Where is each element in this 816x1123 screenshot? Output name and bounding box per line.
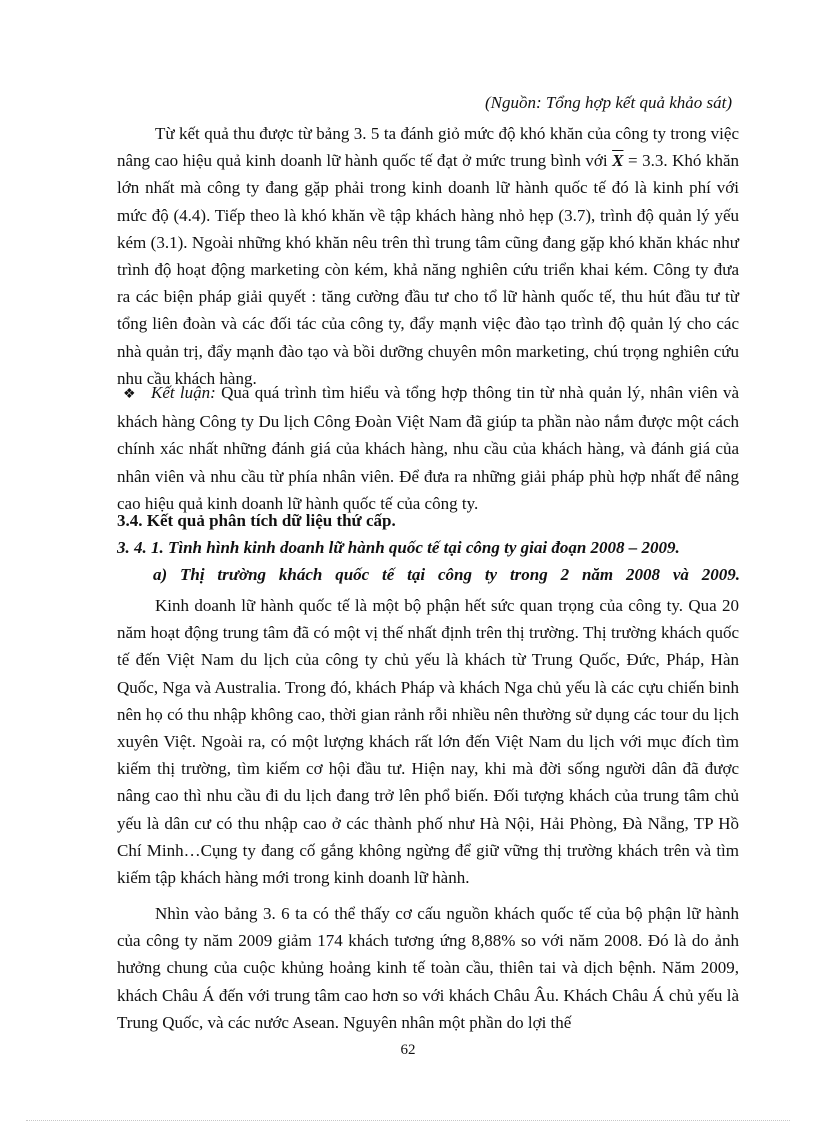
paragraph-difficulties-rest: Khó khăn lớn nhất mà công ty đang gặp phải trong kinh doanh lữ hành quốc tế đó là kinh phí với mức độ (4.4). Tiếp theo là khó khăn về tập khách hàng nhỏ hẹp (3.7), trình độ quản lý yếu kém (3.1). Ngoài những khó khăn nêu trên thì trung tâm cũng đang gặp khó khăn khác như trình độ hoạt động marketing còn kém, khả năng nghiên cứu triển khai kém. Công ty đưa ra các biện pháp giải quyết : tăng cường đầu tư cho tổ lữ hành quốc tế, thu hút đầu tư từ tổng liên đoàn và các đối tác của công ty, đẩy mạnh việc đào tạo trình độ quản lý cho các nhà quản trị, đẩy mạnh đào tạo và bồi dưỡng chuyên môn marketing, chú trọng nghiên cứu nhu cầu khách hàng. [117, 151, 739, 388]
conclusion-label: Kết luận: [151, 383, 216, 402]
paragraph-market: Kinh doanh lữ hành quốc tế là một bộ phận hết sức quan trọng của công ty. Qua 20 năm hoạt động trung tâm đã có một vị thế nhất định trên thị trường. Thị trường khách quốc tế đến Việt Nam du lịch của công ty chủ yếu là khách từ Trung Quốc, Đức, Pháp, Hàn Quốc, Nga và Australia. Trong đó, khách Pháp và khách Nga chủ yếu là các cựu chiến binh nên họ có thu nhập không cao, thời gian rảnh rỗi nhiều nên thường sử dụng các tour du lịch xuyên Việt. Ngoài ra, có một lượng khách rất lớn đến Việt Nam du lịch với mục đích tìm kiếm thị trường, tìm kiếm cơ hội đầu tư. Hiện nay, khi mà đời sống người dân đã được nâng cao thì nhu cầu đi du lịch đang trở lên phổ biến. Đối tượng khách của trung tâm chủ yếu là dân cư có thu nhập cao ở các thành phố như Hà Nội, Hải Phòng, Đà Nẵng, TP Hồ Chí Minh…Cụng ty đang cố gắng không ngừng để giữ vững thị trường khách trên và tìm kiếm tập khách hàng mới trong kinh doanh lữ hành. [117, 596, 739, 888]
page-number: 62 [400, 1042, 416, 1058]
mean-symbol: $\overline{X}$ [612, 151, 624, 171]
subsection-heading: 3. 4. 1. Tình hình kinh doanh lữ hành quốc tế tại công ty giai đoạn 2008 – 2009. [117, 538, 680, 557]
paragraph-difficulties-start: Từ kết quả thu được từ bảng 3. 5 ta đánh giỏ mức độ khó khăn của công ty trong việc nâng cao hiệu quả kinh doanh lữ hành quốc tế đạt ở mức trung bình với [117, 124, 739, 171]
paragraph-structure: Nhìn vào bảng 3. 6 ta có thể thấy cơ cấu nguồn khách quốc tế của bộ phận lữ hành của công ty năm 2009 giảm 174 khách tương ứng 8,88% so với năm 2008. Đó là do ảnh hưởng chung của cuộc khủng hoảng kinh tế toàn cầu, thiên tai và dịch bệnh. Năm 2009, khách Châu Á đến với trung tâm cao hơn so với khách Châu Âu. Khách Châu Á chủ yếu là Trung Quốc, và các nước Asean. Nguyên nhân một phần do lợi thế [117, 904, 739, 1032]
mean-value: = 3.3. [623, 151, 668, 171]
page-bottom-divider [26, 1120, 790, 1121]
diamond-bullet-icon: ❖ [123, 387, 136, 402]
paragraph-difficulties [117, 120, 739, 392]
source-note: (Nguồn: Tổng hợp kết quả khảo sát) [484, 93, 732, 112]
subsubsection-heading: a) Thị trường khách quốc tế tại công ty trong 2 năm 2008 và 2009. [153, 565, 740, 584]
conclusion-text: Qua quá trình tìm hiểu và tổng hợp thông tin từ nhà quản lý, nhân viên và khách hàng Công ty Du lịch Công Đoàn Việt Nam đã giúp ta phần nào nắm được một cách chính xác nhất những đánh giá của khách hàng, nhu cầu của khách hàng, và đánh giá của nhân viên và nhu cầu từ phía nhân viên. Để đưa ra những giải pháp phù hợp nhất để nâng cao hiệu quả kinh doanh lữ hành quốc tế của công ty. [117, 383, 740, 513]
section-heading: 3.4. Kết quả phân tích dữ liệu thứ cấp. [117, 511, 396, 530]
paragraph-conclusion [117, 379, 739, 517]
